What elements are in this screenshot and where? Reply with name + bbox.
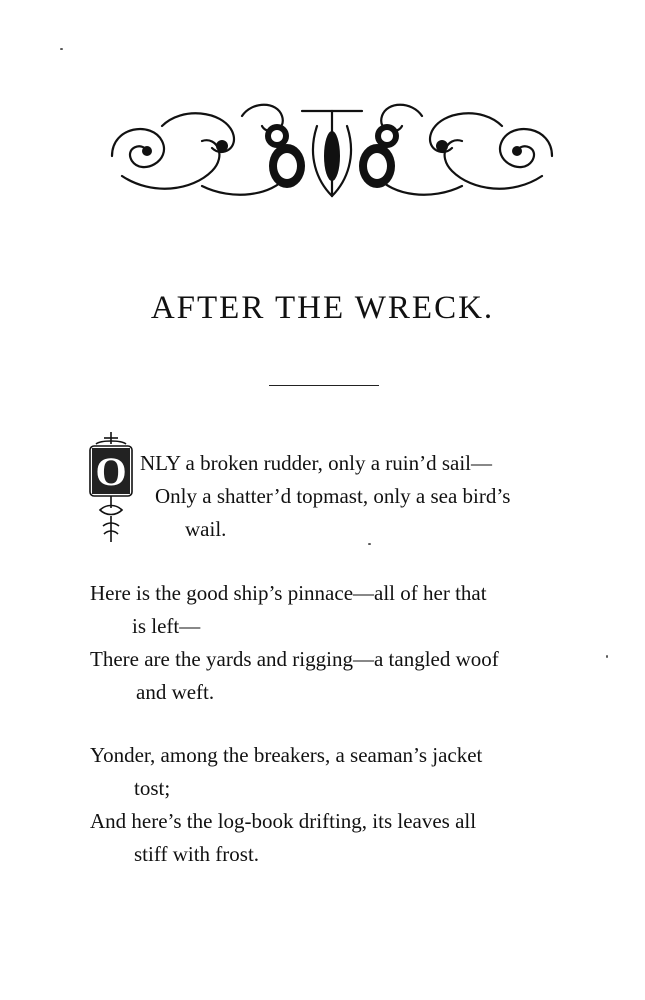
poem-line: and weft. (136, 680, 215, 704)
headpiece-ornament (102, 96, 562, 208)
paper-speck (606, 655, 608, 658)
paper-speck (60, 48, 63, 50)
poem-line: Here is the good ship’s pinnace—all of her that (90, 581, 487, 605)
poem-line: NLY a broken rudder, only a ruin’d sail— (140, 451, 493, 475)
poem-line: is left— (132, 614, 201, 638)
poem-line: Yonder, among the breakers, a seaman’s jacket (90, 743, 483, 767)
poem-line: stiff with frost. (134, 842, 260, 866)
poem-line: Only a shatter’d topmast, only a sea bird’s (155, 484, 511, 508)
poem-line: There are the yards and rigging—a tangled woof (90, 647, 499, 671)
paper-speck (368, 543, 371, 545)
poem-line: wail. (185, 517, 227, 541)
drop-cap-initial (86, 430, 136, 548)
poem-line: tost; (134, 776, 171, 800)
title-rule (269, 385, 379, 386)
poem-line: And here’s the log-book drifting, its leaves all (90, 809, 477, 833)
page-title: AFTER THE WRECK. (150, 290, 495, 326)
drop-cap-letter: O (95, 449, 127, 494)
